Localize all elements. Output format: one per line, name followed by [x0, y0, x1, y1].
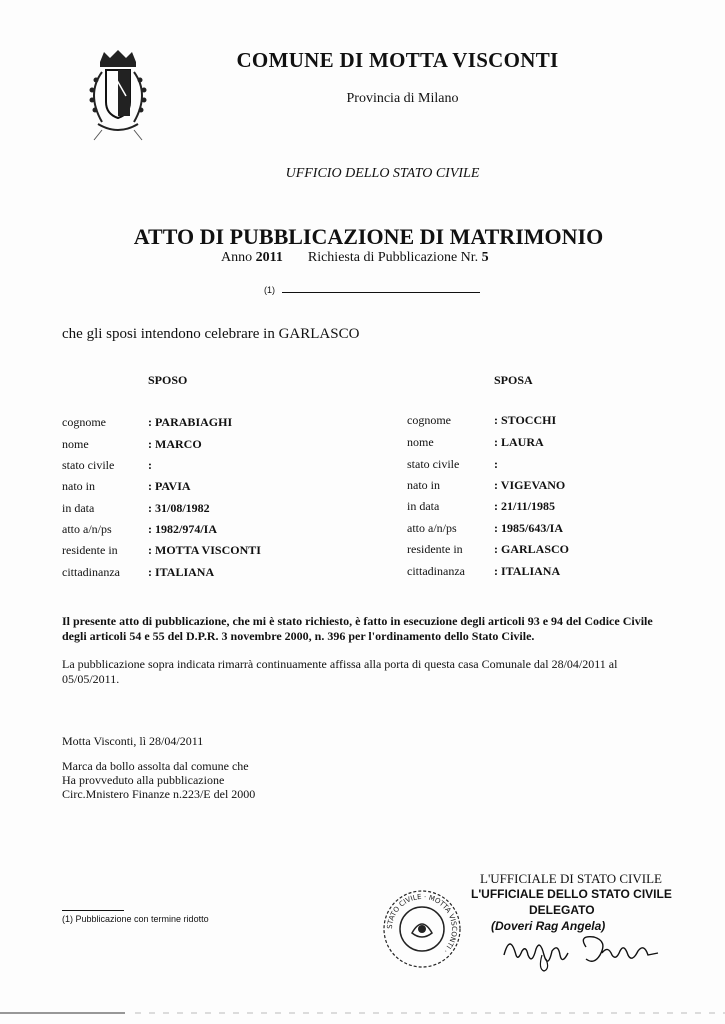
sposo-residente-value: : MOTTA VISCONTI [148, 543, 261, 557]
sposo-in-data-label: in data [62, 501, 95, 515]
sposo-nato-in-value: : PAVIA [148, 479, 191, 493]
sposa-residente-value: : GARLASCO [494, 542, 570, 556]
sposo-in-data-value: : 31/08/1982 [148, 501, 210, 515]
sposa-cognome-label: cognome [407, 413, 451, 427]
sposa-nato-in-label: nato in [407, 478, 440, 492]
comune-title: COMUNE DI MOTTA VISCONTI [236, 48, 559, 72]
stamp-line-2: DELEGATO [529, 903, 595, 917]
provincia-label: Provincia di Milano [346, 91, 459, 106]
presente-line-1: Il presente atto di pubblicazione, che mi è stato richiesto, è fatto in esecuzione degli articoli 93 e 94 del Codice Civile [62, 614, 653, 628]
sposo-cittadinanza-label: cittadinanza [62, 565, 120, 579]
note-reference: (1) [264, 285, 275, 295]
sposo-cittadinanza-value: : ITALIANA [148, 565, 215, 579]
sposa-residente-label: residente in [407, 542, 463, 556]
sposa-atto-label: atto a/n/ps [407, 521, 457, 535]
sposo-stato-civile-value: : [148, 458, 152, 472]
sposa-cittadinanza-label: cittadinanza [407, 564, 465, 578]
presente-paragraph [62, 614, 687, 644]
ufficiale-title: L'UFFICIALE DI STATO CIVILE [480, 871, 662, 886]
sposa-in-data-value: : 21/11/1985 [494, 499, 556, 513]
pubblicazione-paragraph [62, 657, 687, 687]
sposa-stato-civile-value: : [494, 457, 498, 471]
footnote-rule [62, 910, 124, 911]
anno-richiesta-row [221, 250, 489, 266]
marca-line-2: Ha provveduto alla pubblicazione [62, 773, 225, 787]
scan-edge-divider [0, 1010, 725, 1016]
footnote: (1) Pubblicazione con termine ridotto [62, 914, 209, 924]
anno-value: 2011 [255, 250, 283, 265]
pubblicazione-line-1: La pubblicazione sopra indicata rimarrà continuamente affissa alla porta di questa casa Comunale dal 28/04/2011 al [62, 657, 618, 671]
celebrare-line: che gli sposi intendono celebrare in GARLASCO [62, 326, 360, 342]
marca-line-1: Marca da bollo assolta dal comune che [62, 759, 249, 773]
sposo-nome-value: : MARCO [148, 437, 202, 451]
sposa-cittadinanza-value: : ITALIANA [494, 564, 561, 578]
sposa-in-data-label: in data [407, 499, 440, 513]
sposa-nome-value: : LAURA [494, 435, 544, 449]
stamp-line-3: (Doveri Rag Angela) [491, 919, 606, 933]
sposo-nato-in-label: nato in [62, 479, 95, 493]
stamp-line-1: L'UFFICIALE DELLO STATO CIVILE [471, 887, 672, 901]
richiesta-value: 5 [481, 250, 489, 265]
sposa-cognome-value: : STOCCHI [494, 413, 557, 427]
sposa-nome-label: nome [407, 435, 434, 449]
sposo-residente-label: residente in [62, 543, 118, 557]
sposo-nome-label: nome [62, 437, 89, 451]
sposo-atto-label: atto a/n/ps [62, 522, 112, 536]
svg-text:STATO CIVILE · MOTTA VISCONTI: STATO CIVILE · MOTTA VISCONTI · [385, 892, 459, 955]
anno-label: Anno [221, 250, 253, 265]
blank-line [282, 292, 480, 293]
sposa-atto-value: : 1985/643/IA [494, 521, 563, 535]
sposo-cognome-value: : PARABIAGHI [148, 415, 233, 429]
sposa-heading: SPOSA [494, 373, 533, 387]
signature-icon [498, 925, 668, 975]
richiesta-label: Richiesta di Pubblicazione Nr. [307, 250, 479, 265]
presente-line-2: degli articoli 54 e 55 del D.P.R. 3 novembre 2000, n. 396 per l'ordinamento dello Stato Civile. [62, 629, 535, 643]
ufficio-label: UFFICIO DELLO STATO CIVILE [285, 166, 480, 181]
sposo-cognome-label: cognome [62, 415, 106, 429]
document-title: ATTO DI PUBBLICAZIONE DI MATRIMONIO [133, 224, 604, 249]
pubblicazione-line-2: 05/05/2011. [62, 672, 120, 686]
luogo-data: Motta Visconti, lì 28/04/2011 [62, 734, 204, 748]
sposo-stato-civile-label: stato civile [62, 458, 115, 472]
sposa-nato-in-value: : VIGEVANO [494, 478, 566, 492]
sposa-stato-civile-label: stato civile [407, 457, 460, 471]
marca-bollo-note [62, 759, 255, 801]
sposo-heading: SPOSO [148, 373, 188, 387]
sposo-atto-value: : 1982/974/IA [148, 522, 217, 536]
marca-line-3: Circ.Mnistero Finanze n.223/E del 2000 [62, 787, 256, 801]
official-seal-icon [378, 885, 466, 973]
